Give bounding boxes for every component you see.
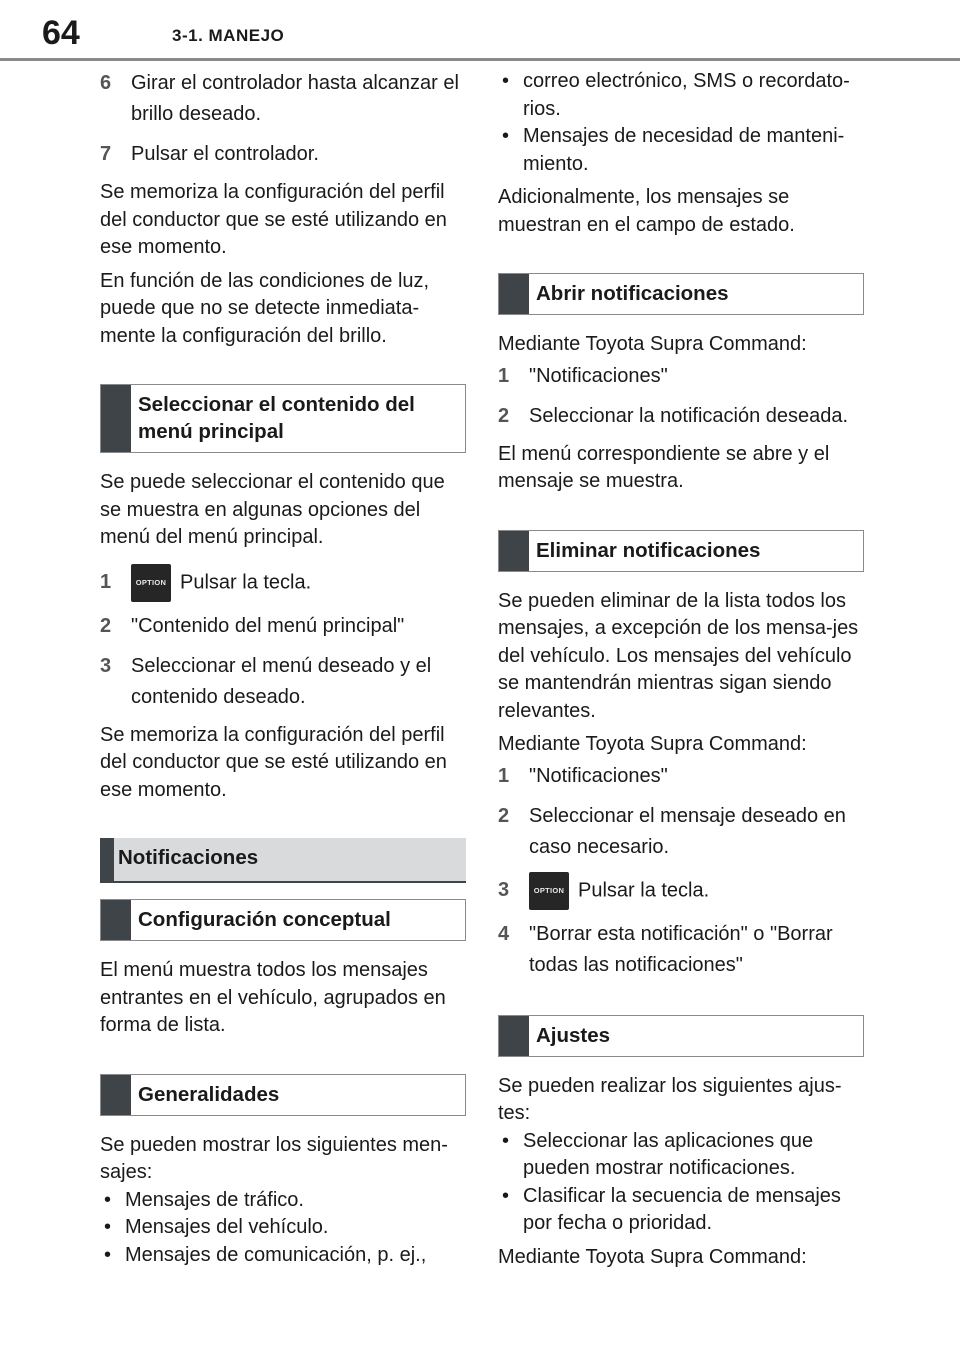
step-text: Pulsar la tecla. bbox=[578, 878, 710, 901]
heading-open-notifications bbox=[498, 273, 864, 315]
paragraph: Mediante Toyota Supra Command: bbox=[498, 733, 807, 755]
heading-text: Eliminar notificaciones bbox=[536, 538, 761, 562]
paragraph: Se pueden realizar los siguientes ajus-tes: bbox=[498, 1074, 842, 1124]
step-number: 2 bbox=[498, 804, 510, 827]
step-text: Pulsar la tecla. bbox=[180, 570, 312, 593]
heading-notifications bbox=[100, 838, 466, 883]
list-item: • Seleccionar las aplicaciones que pueden mostrar notificaciones. bbox=[498, 1128, 864, 1183]
step-number: 1 bbox=[498, 764, 510, 787]
step-number: 1 bbox=[498, 364, 510, 387]
page-number: 64 bbox=[42, 14, 80, 52]
paragraph: Se memoriza la configuración del perfil del conductor que se esté utilizando en ese momento. bbox=[100, 723, 447, 801]
page-header bbox=[0, 0, 960, 66]
paragraph: Se pueden eliminar de la lista todos los mensajes, a excepción de los mensa-jes del vehículo. Los mensajes del vehículo se mantendrán mientras sigan siendo relevantes. bbox=[498, 589, 859, 722]
heading-concept bbox=[100, 899, 466, 941]
heading-text: Notificaciones bbox=[118, 846, 259, 869]
step-7 bbox=[100, 139, 466, 170]
step-number: 7 bbox=[100, 143, 112, 165]
paragraph: En función de las condiciones de luz, puede que no se detecte inmediata-mente la configuración del brillo. bbox=[100, 269, 430, 347]
step-number: 2 bbox=[498, 404, 510, 427]
list-item: • Mensajes del vehículo. bbox=[100, 1214, 466, 1242]
bullet-list-continued bbox=[498, 68, 864, 178]
heading-bar bbox=[499, 274, 529, 314]
step-3 bbox=[100, 651, 466, 713]
step-number: 3 bbox=[498, 879, 510, 901]
paragraph: El menú correspondiente se abre y el mensaje se muestra. bbox=[498, 442, 830, 492]
step-text: "Notificaciones" bbox=[529, 764, 668, 787]
heading-text: Ajustes bbox=[536, 1023, 611, 1047]
step-text: Seleccionar el menú deseado y el contenido deseado. bbox=[131, 654, 432, 708]
step-6 bbox=[100, 68, 466, 130]
bullet-list bbox=[498, 1128, 864, 1238]
step-number: 1 bbox=[100, 571, 112, 593]
step-2 bbox=[100, 611, 466, 642]
heading-settings bbox=[498, 1015, 864, 1057]
heading-text: Seleccionar el contenido del menú principal bbox=[138, 393, 415, 443]
heading-bar bbox=[101, 900, 131, 940]
step-number: 4 bbox=[498, 922, 510, 945]
heading-main-menu-content bbox=[100, 384, 466, 453]
step-text: Seleccionar la notificación deseada. bbox=[529, 404, 849, 427]
step-2 bbox=[498, 801, 864, 863]
list-item-continued: • correo electrónico, SMS o recordato-rios. bbox=[498, 68, 864, 123]
heading-text: Abrir notificaciones bbox=[536, 282, 729, 305]
step-text: Girar el controlador hasta alcanzar el brillo deseado. bbox=[131, 72, 459, 125]
heading-bar bbox=[499, 531, 529, 571]
paragraph: Se pueden mostrar los siguientes men-sajes: bbox=[100, 1133, 448, 1183]
step-1 bbox=[498, 761, 864, 792]
list-item: • Mensajes de tráfico. bbox=[100, 1187, 466, 1215]
paragraph: Se memoriza la configuración del perfil del conductor que se esté utilizando en ese momento. bbox=[100, 181, 447, 258]
left-column bbox=[100, 68, 466, 1275]
heading-bar bbox=[499, 1016, 529, 1056]
step-1 bbox=[498, 361, 864, 392]
list-item: • Mensajes de comunicación, p. ej., bbox=[100, 1242, 466, 1270]
paragraph: Mediante Toyota Supra Command: bbox=[498, 1245, 807, 1268]
option-key-icon: OPTION bbox=[529, 872, 569, 910]
section-title: 3-1. MANEJO bbox=[172, 26, 285, 45]
paragraph: Mediante Toyota Supra Command: bbox=[498, 333, 807, 355]
right-column bbox=[498, 68, 864, 1277]
step-text: "Borrar esta notificación" o "Borrar todas las notificaciones" bbox=[529, 922, 833, 976]
step-1 bbox=[100, 564, 466, 602]
step-text: Pulsar el controlador. bbox=[131, 143, 319, 165]
option-key-icon: OPTION bbox=[131, 564, 171, 602]
header-divider bbox=[0, 58, 960, 61]
paragraph: El menú muestra todos los mensajes entrantes en el vehículo, agrupados en forma de lista. bbox=[100, 959, 446, 1036]
heading-text: Generalidades bbox=[138, 1082, 280, 1106]
step-text: "Contenido del menú principal" bbox=[131, 614, 405, 637]
list-item: • Clasificar la secuencia de mensajes por fecha o prioridad. bbox=[498, 1183, 864, 1238]
bullet-list bbox=[100, 1187, 466, 1270]
heading-bar bbox=[100, 838, 114, 881]
step-3 bbox=[498, 872, 864, 910]
step-text: Seleccionar el mensaje deseado en caso necesario. bbox=[529, 804, 846, 858]
heading-bar bbox=[101, 385, 131, 452]
step-4 bbox=[498, 919, 864, 981]
heading-bar bbox=[101, 1075, 131, 1115]
step-number: 2 bbox=[100, 614, 112, 637]
step-2 bbox=[498, 401, 864, 432]
heading-delete-notifications bbox=[498, 530, 864, 572]
list-item: • Mensajes de necesidad de manteni-miento. bbox=[498, 123, 864, 178]
step-number: 3 bbox=[100, 654, 112, 677]
step-text: "Notificaciones" bbox=[529, 364, 668, 387]
paragraph: Se puede seleccionar el contenido que se muestra en algunas opciones del menú del menú principal. bbox=[100, 471, 445, 548]
heading-text: Configuración conceptual bbox=[138, 908, 391, 931]
heading-general bbox=[100, 1074, 466, 1116]
step-number: 6 bbox=[100, 72, 112, 94]
paragraph: Adicionalmente, los mensajes se muestran en el campo de estado. bbox=[498, 186, 795, 236]
